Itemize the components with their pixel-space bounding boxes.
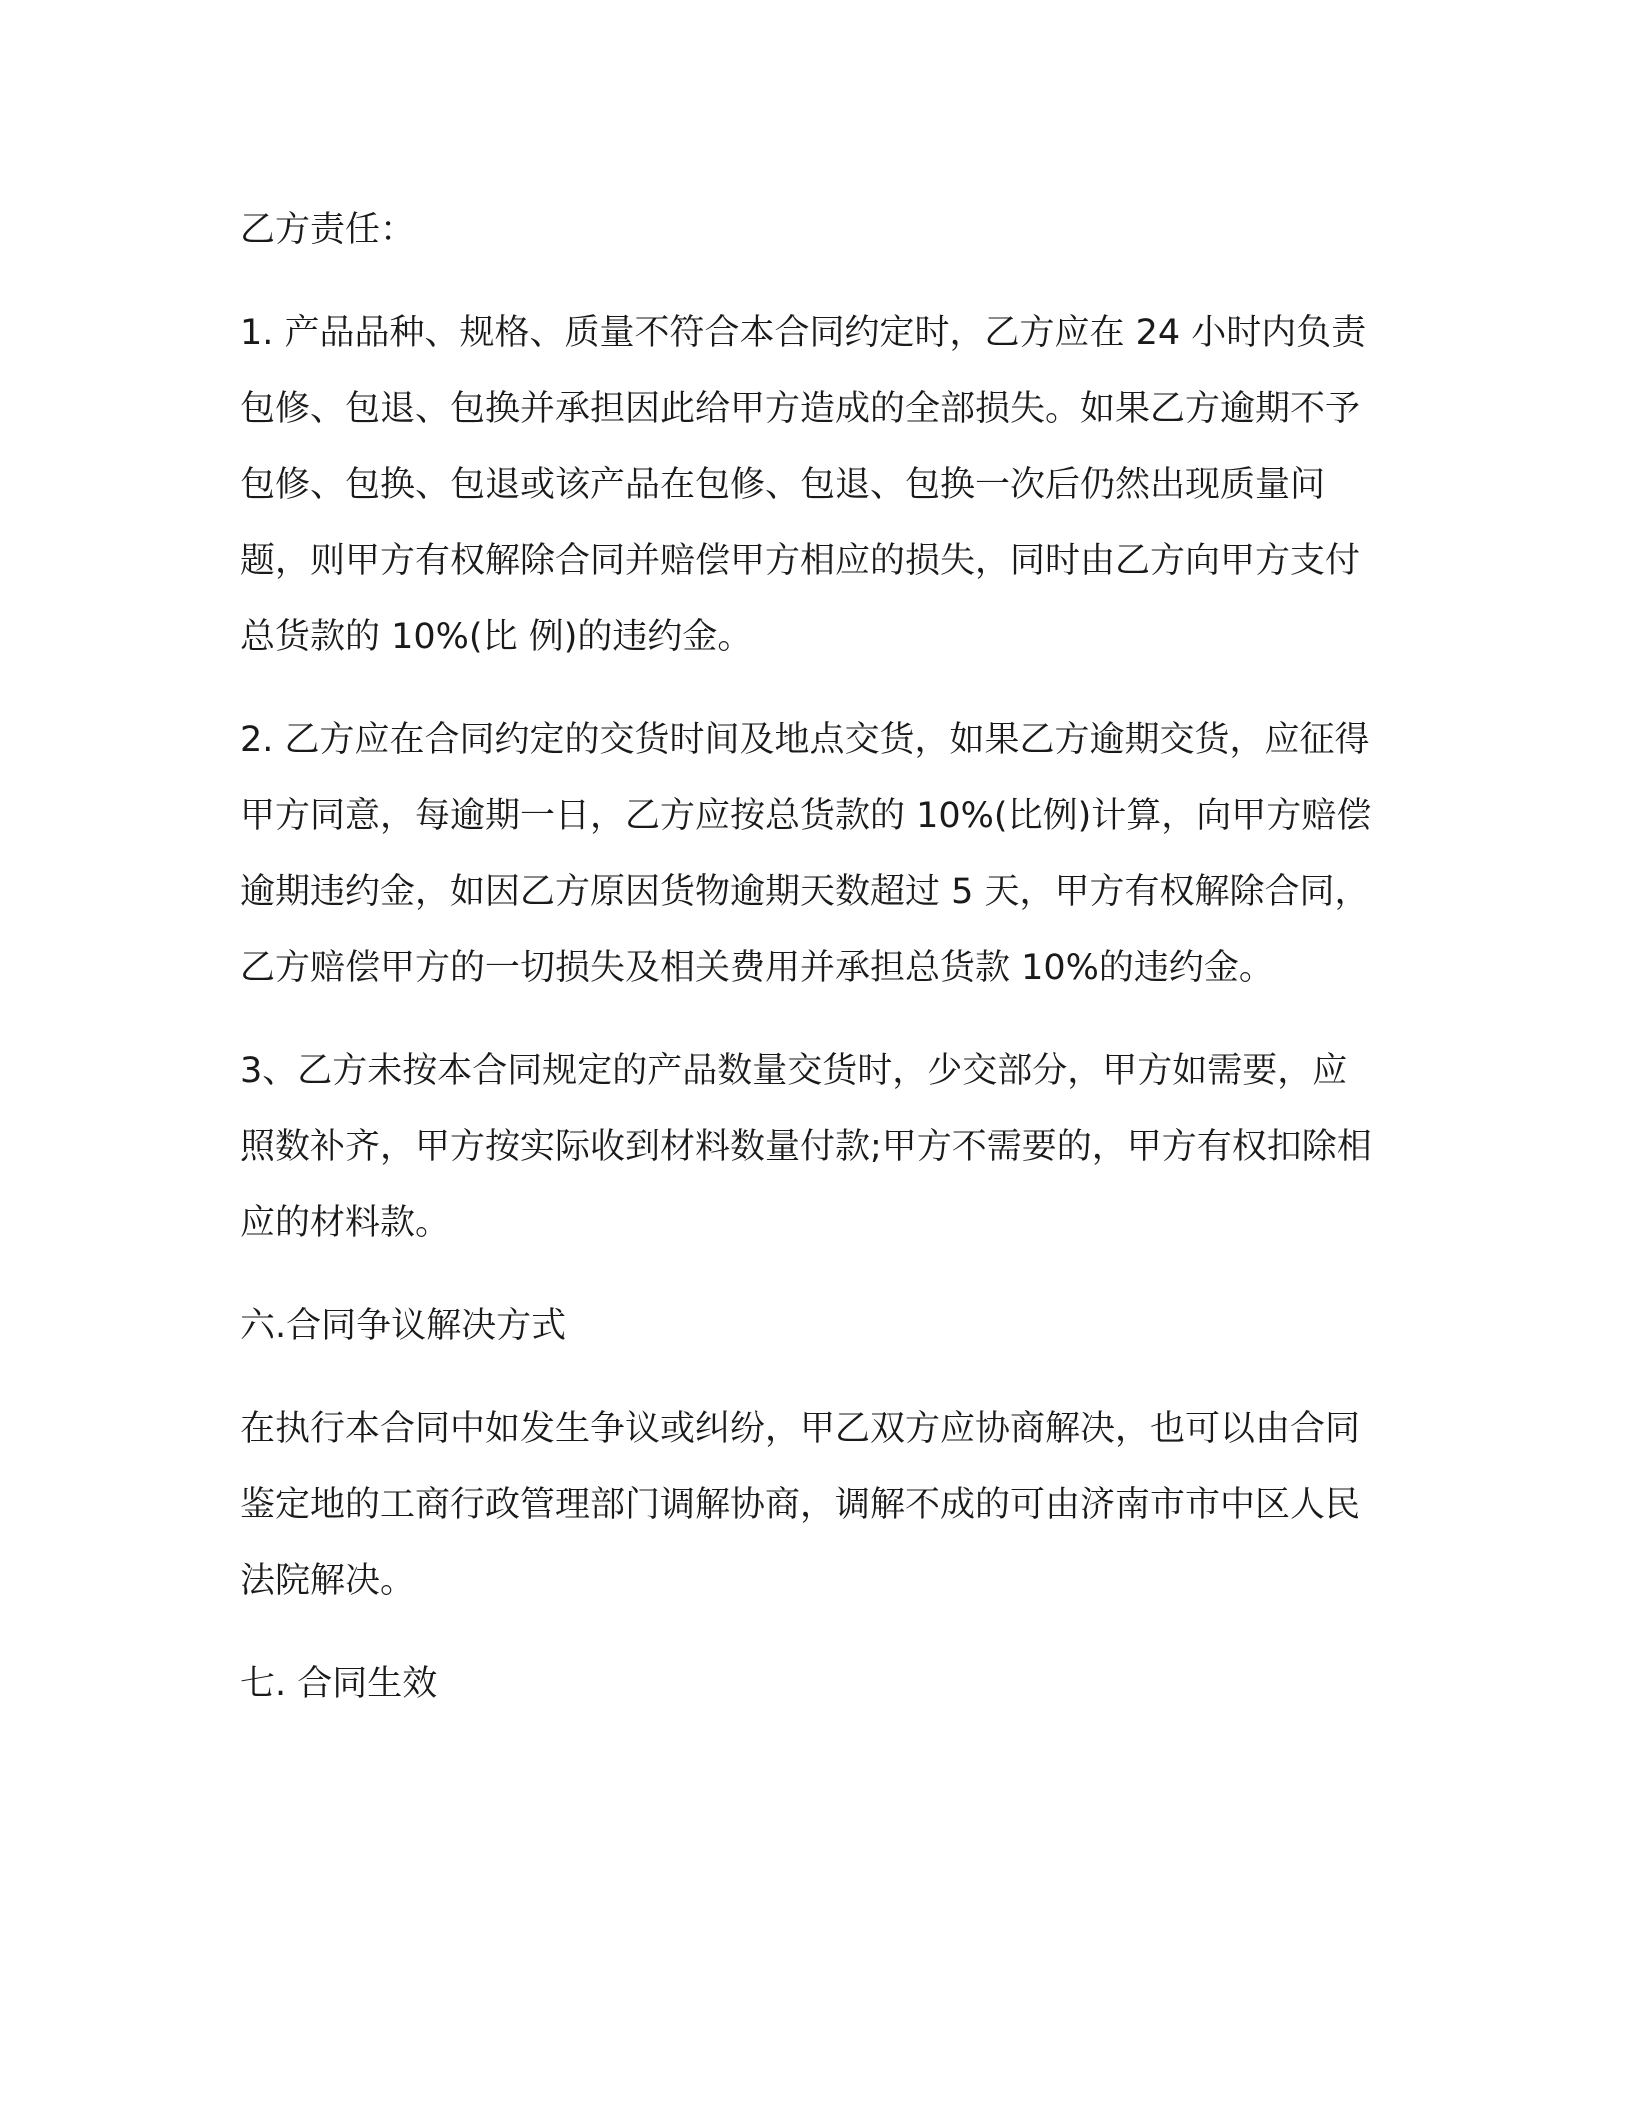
section-heading-contract-effect: 七. 合同生效 <box>240 1664 438 1704</box>
section-heading-party-b-responsibility: 乙方责任： <box>240 210 416 250</box>
dispute-resolution-paragraph: 在执行本合同中如发生争议或纠纷，甲乙双方应协商解决，也可以由合同鉴定地的工商行政管理部门调解协商，调解不成的可由济南市市中区人民法院解决。 <box>240 1409 1361 1601</box>
clause-3-quantity-shortfall: 3、乙方未按本合同规定的产品数量交货时，少交部分，甲方如需要，应照数补齐，甲方按实际收到材料数量付款;甲方不需要的，甲方有权扣除相应的材料款。 <box>240 1051 1372 1243</box>
clause-1-quality-liability: 1. 产品品种、规格、质量不符合本合同约定时，乙方应在 24 小时内负责包修、包退、包换并承担因此给甲方造成的全部损失。如果乙方逾期不予包修、包换、包退或该产品在包修、包退、包换一次后仍然出现质量问题，则甲方有权解除合同并赔偿甲方相应的损失，同时由乙方向甲方支付总货款的 10%(比 例)的违约金。 <box>240 313 1367 657</box>
section-heading-dispute-resolution: 六.合同争议解决方式 <box>240 1306 567 1346</box>
document-body <box>240 192 1380 1749</box>
clause-2-delivery-delay: 2. 乙方应在合同约定的交货时间及地点交货，如果乙方逾期交货，应征得甲方同意，每逾期一日，乙方应按总货款的 10%(比例)计算，向甲方赔偿逾期违约金，如因乙方原因货物逾期天数超过 5 天，甲方有权解除合同，乙方赔偿甲方的一切损失及相关费用并承担总货款 10%的违约金。 <box>240 720 1372 988</box>
